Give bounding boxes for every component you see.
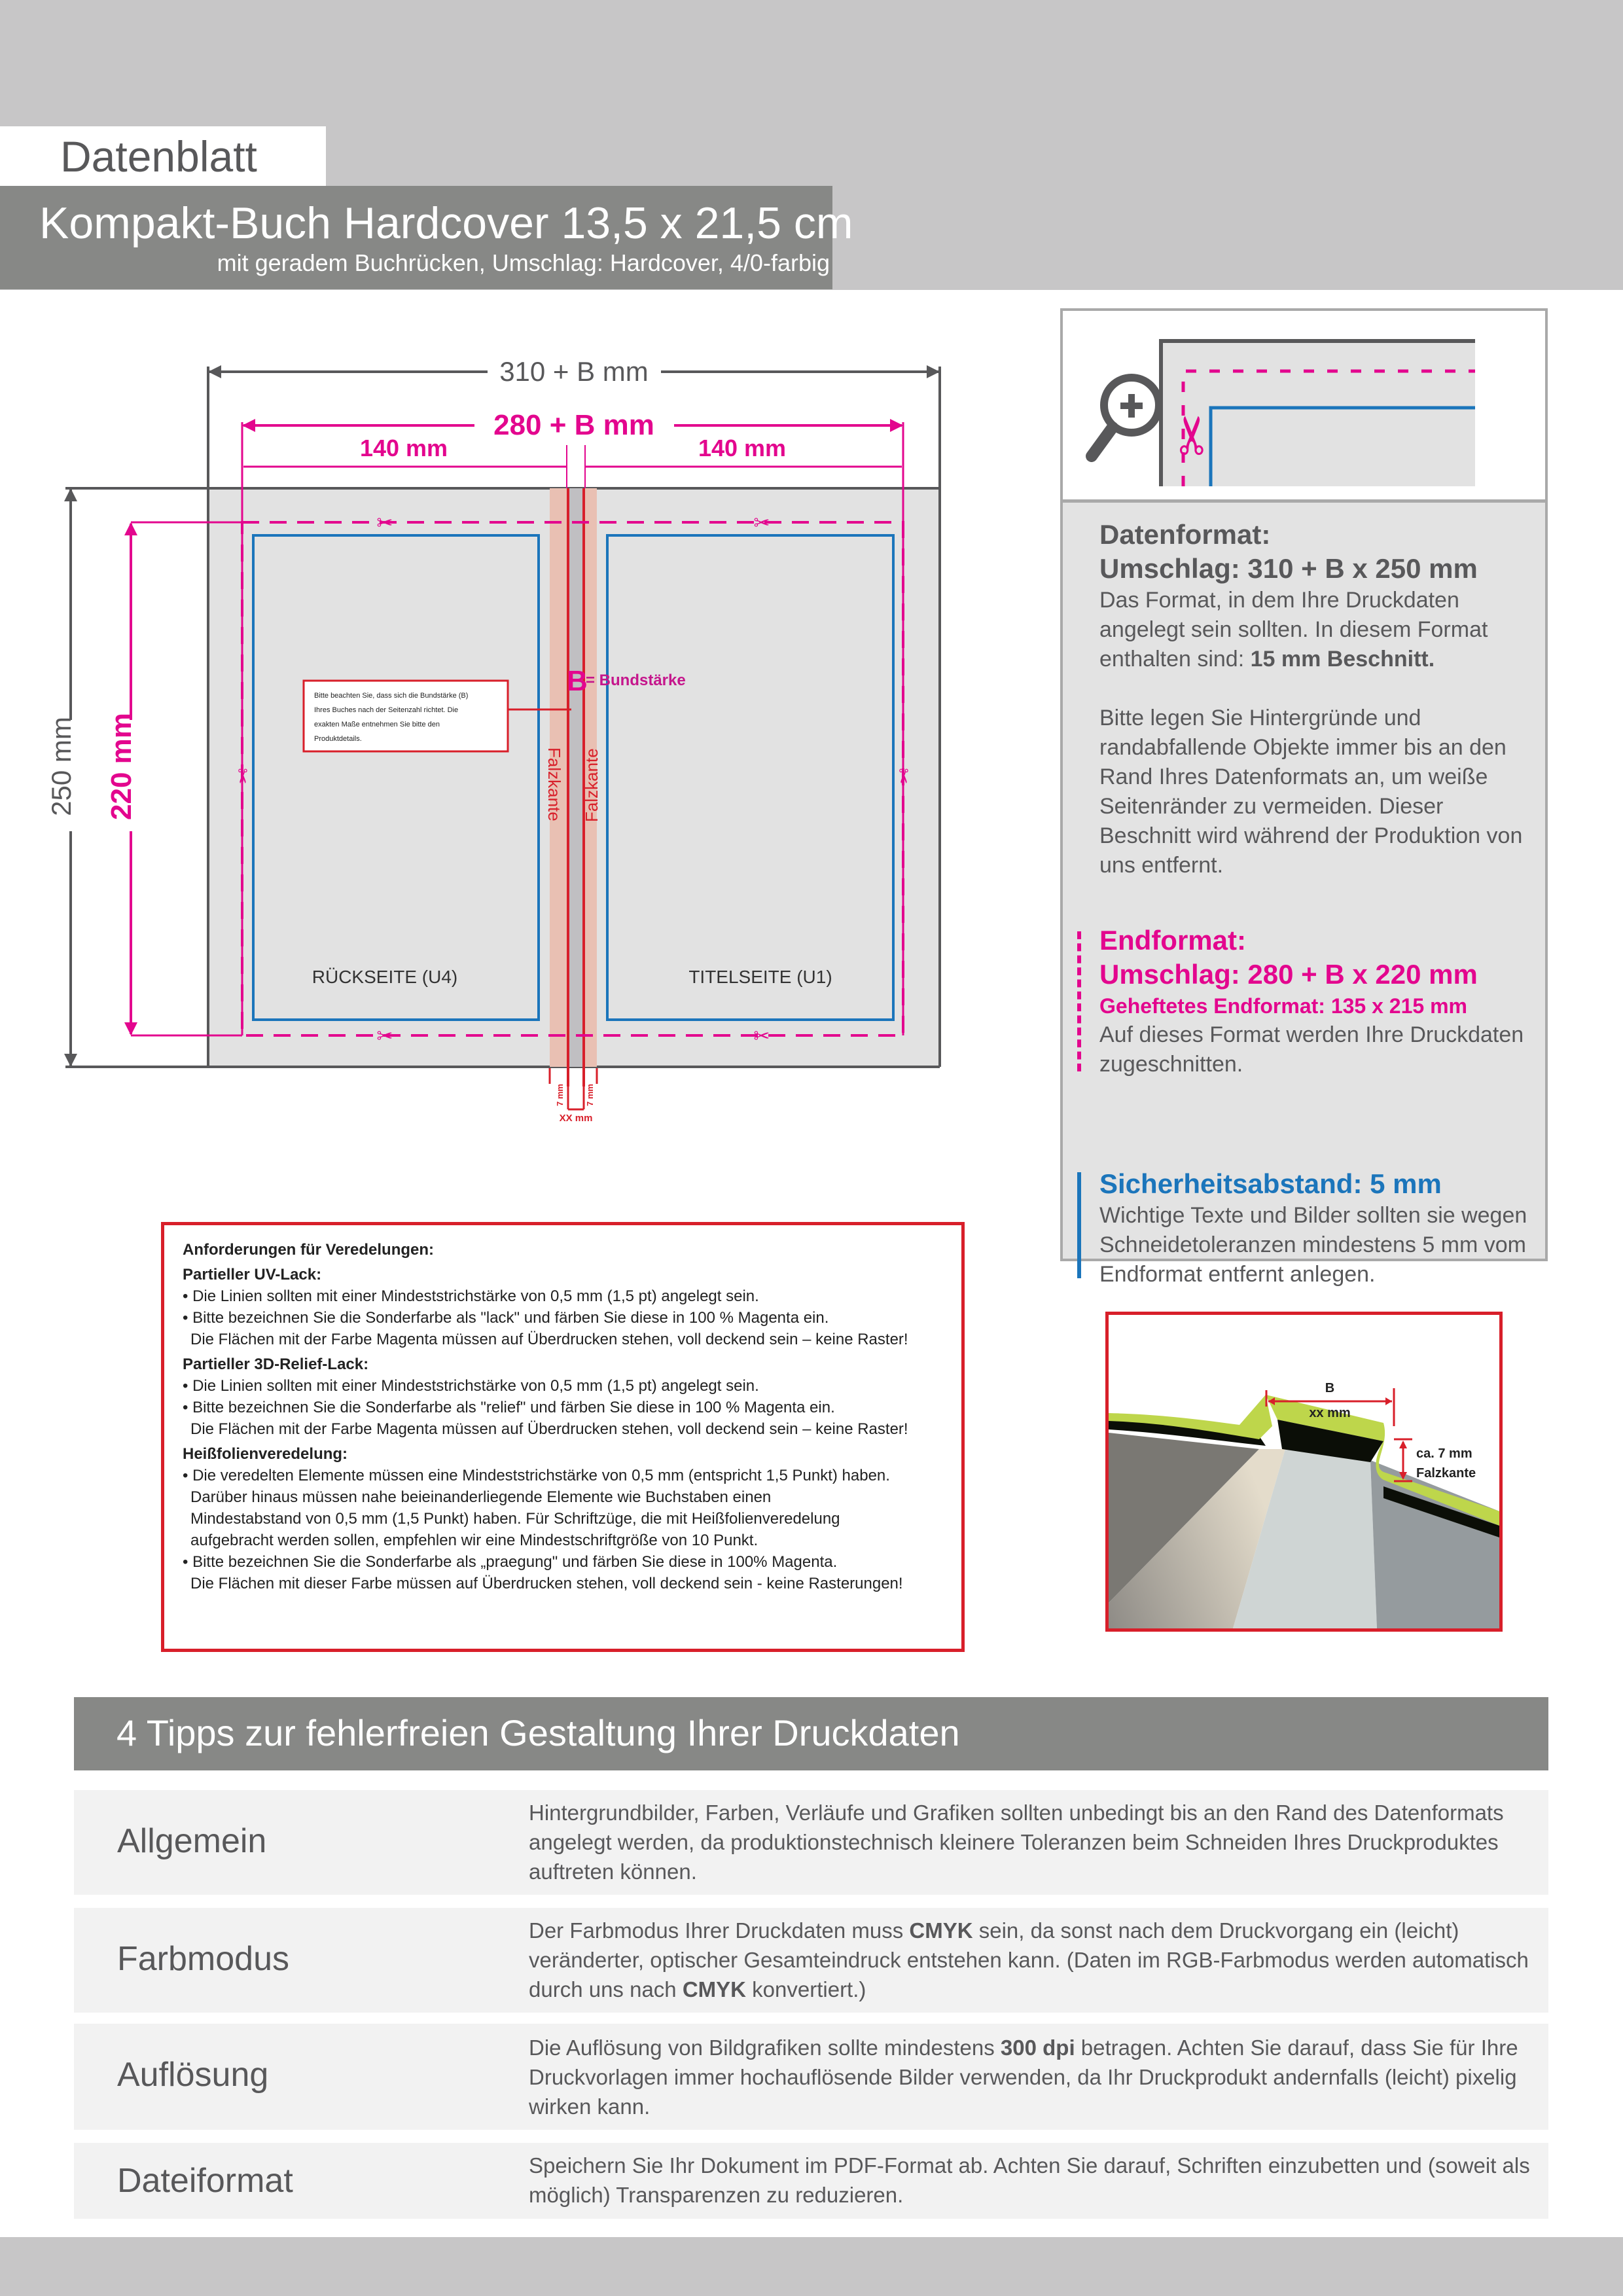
- back-cover-label: RÜCKSEITE (U4): [312, 967, 458, 987]
- requirements-title: Anforderungen für Veredelungen:: [183, 1241, 435, 1259]
- tip-text: Der Farbmodus Ihrer Druckdaten muss CMYK sein, da sonst nach dem Druckvorgang ein (leicht) veränderter, optischer Gesamteindruck entstehen kann. (Daten im RGB-Farbmodus werden automatisch durch uns nach CMYK konvertiert.): [529, 1918, 1529, 2001]
- requirement-line: Darüber hinaus müssen nahe beieinanderliegende Elemente wie Buchstaben einen: [190, 1488, 772, 1506]
- finishing-requirements-box: [161, 1222, 965, 1652]
- requirement-line: • Die Linien sollten mit einer Mindeststrichstärke von 0,5 mm (1,5 pt) angelegt sein.: [183, 1377, 759, 1395]
- safety-section: [1099, 1167, 1538, 1289]
- requirement-line: • Bitte bezeichnen Sie die Sonderfarbe als "relief" und färben Sie diese in 100 % Magenta ein.: [183, 1399, 835, 1416]
- final-format-size: Umschlag: 280 + B x 220 mm: [1099, 959, 1478, 990]
- requirement-line: • Bitte bezeichnen Sie die Sonderfarbe als "lack" und färben Sie diese in 100 % Magenta ein.: [183, 1309, 829, 1327]
- safety-text: Wichtige Texte und Bilder sollten sie wegen Schneidetoleranzen mindestens 5 mm vom Endformat entfernt anlegen.: [1099, 1203, 1527, 1287]
- tip-label: Dateiformat: [117, 2162, 293, 2200]
- fold-value: ca. 7 mm: [1416, 1446, 1472, 1461]
- total-width-label: 310 + B mm: [499, 356, 649, 387]
- safety-line-indicator: [1077, 1172, 1081, 1278]
- requirement-line: Die Flächen mit dieser Farbe müssen auf Überdrucken stehen, voll deckend sein - keine Rasterungen!: [190, 1575, 903, 1592]
- product-title: Kompakt-Buch Hardcover 13,5 x 21,5 cm: [39, 198, 853, 248]
- tips-title: 4 Tipps zur fehlerfreien Gestaltung Ihrer Druckdaten: [116, 1712, 960, 1753]
- trim-line-indicator: [1077, 931, 1081, 1071]
- fold-mm-left: 7 mm: [555, 1084, 565, 1106]
- info-panel: [1060, 308, 1548, 1287]
- spine-note-line: Ihres Buches nach der Seitenzahl richtet. Die: [314, 706, 459, 714]
- spine-b-value: xx mm: [1309, 1406, 1351, 1420]
- final-format-text: Auf dieses Format werden Ihre Druckdaten zugeschnitten.: [1099, 1022, 1524, 1077]
- fold-label-right: Falzkante: [582, 748, 601, 822]
- front-cover-label: TITELSEITE (U1): [688, 967, 832, 987]
- svg-text:✂: ✂: [753, 1025, 770, 1048]
- svg-text:✂: ✂: [376, 1025, 393, 1048]
- final-format-section: [1099, 924, 1538, 1079]
- requirement-line: Die Flächen mit der Farbe Magenta müssen auf Überdrucken stehen, voll deckend sein – keine Raster!: [190, 1420, 908, 1438]
- tip-text: Hintergrundbilder, Farben, Verläufe und Grafiken sollten unbedingt bis an den Rand des Datenformats angelegt werden, da produktionstechnisch kleinere Toleranzen beim Schneiden Ihres Druckproduktes auftreten können.: [529, 1801, 1504, 1884]
- svg-text:✂: ✂: [230, 768, 253, 785]
- spine-legend: = Bundstärke: [586, 672, 686, 689]
- requirement-line: aufgebracht werden sollen, empfehlen wir eine Mindestschriftgröße von 10 Punkt.: [190, 1532, 758, 1549]
- tip-row: [74, 2143, 1548, 2219]
- fold-label-left: Falzkante: [544, 747, 564, 821]
- tip-row: [74, 1790, 1548, 1895]
- total-height-label: 250 mm: [46, 717, 77, 816]
- tip-label: Farbmodus: [117, 1940, 289, 1978]
- final-width-label: 280 + B mm: [493, 409, 654, 441]
- final-format-heading: Endformat:: [1099, 925, 1246, 956]
- svg-text:✂: ✂: [376, 512, 393, 535]
- tip-label: Auflösung: [117, 2056, 269, 2094]
- requirement-line: • Bitte bezeichnen Sie die Sonderfarbe als „praegung" und färben Sie diese in 100% Magenta.: [183, 1553, 838, 1571]
- spine-note-line: Bitte beachten Sie, dass sich die Bundstärke (B): [314, 692, 469, 700]
- svg-text:✂: ✂: [891, 768, 914, 785]
- final-height-label: 220 mm: [105, 713, 137, 820]
- data-format-heading: Datenformat:: [1099, 519, 1271, 550]
- requirement-line: • Die veredelten Elemente müssen eine Mindeststrichstärke von 0,5 mm (entspricht 1,5 Punkt) haben.: [183, 1467, 890, 1484]
- tip-text: Die Auflösung von Bildgrafiken sollte mindestens 300 dpi betragen. Achten Sie darauf, dass Sie für Ihre Druckvorlagen immer hochauflösende Bilder verwenden, da Ihr Druckprodukt andernfalls (leicht) pixelig wirken kann.: [529, 2036, 1518, 2119]
- product-subtitle: mit geradem Buchrücken, Umschlag: Hardcover, 4/0-farbig: [217, 249, 830, 276]
- spine-letter: B: [567, 665, 588, 697]
- requirement-line: Mindestabstand von 0,5 mm (1,5 Punkt) haben. Für Schriftzüge, die mit Heißfolienveredelung: [190, 1510, 840, 1528]
- tip-row: [74, 1908, 1548, 2013]
- safety-heading: Sicherheitsabstand: 5 mm: [1099, 1168, 1442, 1199]
- fold-label: Falzkante: [1416, 1466, 1476, 1480]
- data-format-size: Umschlag: 310 + B x 250 mm: [1099, 553, 1478, 584]
- requirement-line: Die Flächen mit der Farbe Magenta müssen auf Überdrucken stehen, voll deckend sein – keine Raster!: [190, 1331, 908, 1348]
- bound-format: Geheftetes Endformat: 135 x 215 mm: [1099, 994, 1467, 1018]
- svg-text:✂: ✂: [1162, 413, 1223, 457]
- data-format-text: Das Format, in dem Ihre Druckdaten angelegt sein sollten. In diesem Format enthalten sind: 15 mm Beschnitt.: [1099, 588, 1488, 672]
- section-heading: Heißfolienveredelung:: [183, 1445, 348, 1463]
- spine-detail-illustration: [1105, 1312, 1503, 1632]
- data-format-section: [1099, 518, 1538, 880]
- spine-note-line: Produktdetails.: [314, 735, 362, 743]
- section-heading: Partieller UV-Lack:: [183, 1266, 322, 1283]
- requirement-line: • Die Linien sollten mit einer Mindeststrichstärke von 0,5 mm (1,5 pt) angelegt sein.: [183, 1287, 759, 1305]
- fold-mm-right: 7 mm: [585, 1084, 595, 1106]
- section-heading: Partieller 3D-Relief-Lack:: [183, 1355, 369, 1373]
- tip-row: [74, 2024, 1548, 2130]
- zoom-detail-preview: [1063, 311, 1545, 503]
- tip-label: Allgemein: [117, 1822, 267, 1860]
- spine-note-line: exakten Maße entnehmen Sie bitte den: [314, 721, 440, 728]
- cover-layout-diagram: [0, 340, 982, 1152]
- left-width-label: 140 mm: [359, 435, 448, 461]
- spine-b-label: B: [1325, 1381, 1335, 1395]
- footer-band: [0, 2237, 1623, 2296]
- document-type-label: Datenblatt: [60, 132, 257, 181]
- svg-text:✂: ✂: [753, 512, 770, 535]
- right-width-label: 140 mm: [698, 435, 787, 461]
- tip-text: Speichern Sie Ihr Dokument im PDF-Format ab. Achten Sie darauf, Schriften einzubetten und (soweit als möglich) Transparenzen zu reduzieren.: [529, 2153, 1530, 2207]
- bleed-text: Bitte legen Sie Hintergründe und randabfallende Objekte immer bis an den Rand Ihres Datenformats an, um weiße Seitenränder zu vermeiden. Dieser Beschnitt wird während der Produktion von uns entfernt.: [1099, 706, 1523, 878]
- spine-mm-label: XX mm: [559, 1113, 593, 1124]
- zoom-in-icon: [1063, 311, 1545, 503]
